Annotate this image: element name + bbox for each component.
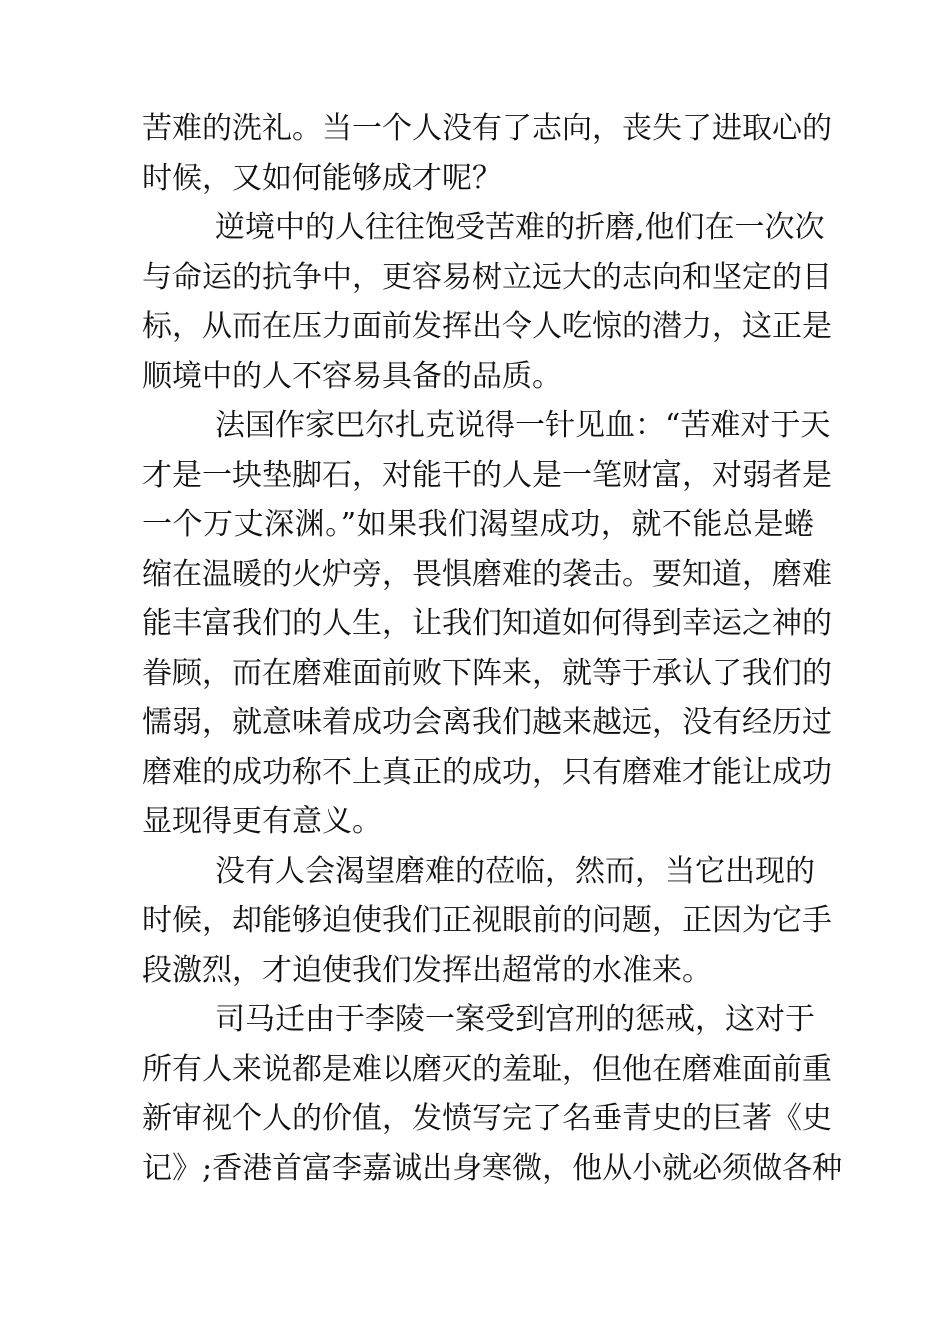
text-line: 法国作家巴尔扎克说得一针见血：“苦难对于天 xyxy=(215,408,831,443)
text-line: 才是一块垫脚石，对能干的人是一笔财富，对弱者是 xyxy=(142,457,832,493)
text-line: 时候，却能够迫使我们正视眼前的问题，正因为它手 xyxy=(142,903,832,938)
text-line: 标，从而在压力面前发挥出令人吃惊的潜力，这正是 xyxy=(142,309,832,344)
text-line: 段激烈，才迫使我们发挥出超常的水准来。 xyxy=(142,952,712,988)
text-line: 懦弱，就意味着成功会离我们越来越远，没有经历过 xyxy=(142,705,832,740)
text-line: 一个万丈深渊。”如果我们渴望成功，就不能总是蜷 xyxy=(142,507,814,542)
text-line: 能丰富我们的人生，让我们知道如何得到幸运之神的 xyxy=(142,606,832,641)
text-line: 记》;香港首富李嘉诚出身寒微，他从小就必须做各种 xyxy=(142,1150,843,1186)
text-line: 缩在温暖的火炉旁，畏惧磨难的袭击。要知道，磨难 xyxy=(142,556,832,592)
text-line: 没有人会渴望磨难的莅临，然而，当它出现的 xyxy=(215,853,815,889)
text-line: 顺境中的人不容易具备的品质。 xyxy=(142,358,562,394)
text-line: 显现得更有意义。 xyxy=(142,804,382,839)
text-line: 逆境中的人往往饱受苦难的折磨,他们在一次次 xyxy=(215,210,825,245)
text-line: 时候，又如何能够成才呢？ xyxy=(142,160,502,196)
text-line: 所有人来说都是难以磨灭的羞耻，但他在磨难面前重 xyxy=(142,1051,832,1087)
text-line: 司马迁由于李陵一案受到宫刑的惩戒，这对于 xyxy=(215,1002,815,1037)
text-line: 新审视个人的价值，发愤写完了名垂青史的巨著《史 xyxy=(142,1101,832,1136)
text-line: 与命运的抗争中，更容易树立远大的志向和坚定的目 xyxy=(142,259,832,295)
text-line: 眷顾，而在磨难面前败下阵来，就等于承认了我们的 xyxy=(142,655,832,691)
body-text xyxy=(142,104,843,1193)
text-line: 苦难的洗礼。当一个人没有了志向，丧失了进取心的 xyxy=(142,111,832,146)
text-line: 磨难的成功称不上真正的成功，只有磨难才能让成功 xyxy=(142,754,832,790)
